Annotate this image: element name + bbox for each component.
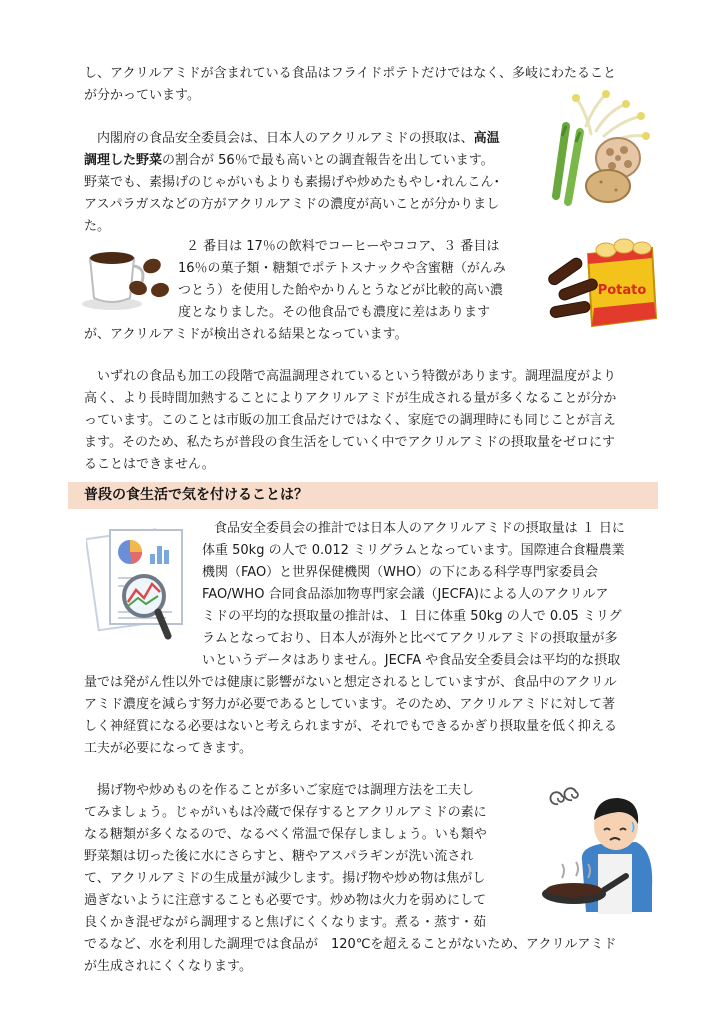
text-line: ２ 番目は 17％の飲料でコーヒーやココア、３ 番目は: [186, 239, 500, 254]
text-segment: 内閣府の食品安全委員会は、日本人のアクリルアミドの摂取は、: [97, 131, 474, 146]
text-line: なる糖類が多くなるので、なるべく常温で保存しましょう。いも類や: [84, 827, 487, 842]
text-line: [84, 366, 616, 388]
text-line: 食品安全委員会の推計では日本人のアクリルアミドの摂取量は １ 日に: [214, 521, 625, 536]
cooking-man-illustration: [540, 778, 658, 918]
text-line: ることはできません。: [84, 457, 215, 472]
worry-swirl-icon: [550, 788, 577, 804]
text-line: ます。そのため、私たちが普段の食生活をしていく中でアクリルアミドの摂取量をゼロにす: [84, 435, 616, 450]
coffee-cup-icon: [90, 252, 143, 302]
text-line: [84, 128, 500, 150]
paragraph-processing: [84, 366, 616, 476]
text-line: 過ぎないように注意することも必要です。炒め物は火力を弱めにして: [84, 893, 486, 908]
bold-text: 高温: [473, 131, 500, 146]
text-line: でるなど、水を利用した調理では食品が 120℃を超えることがないため、アクリルアミド: [84, 937, 617, 952]
text-line: 16％の菓子類・糖類でポテトスナックや含蜜糖（がんみ: [178, 261, 506, 276]
text-line: が、アクリルアミドが検出される結果となっています。: [84, 327, 408, 342]
paragraph-vegetables: [84, 128, 500, 238]
potato-bag-label: Potato: [597, 283, 647, 298]
text-line: ラムとなっており、日本人が海外と比べてアクリルアミドの摂取量が多: [202, 631, 618, 646]
text-line: っています。このことは市販の加工食品だけではなく、家庭での調理時にも同じことが言え: [84, 413, 616, 428]
text-line: [84, 780, 617, 802]
text-line: アスパラガスなどの方がアクリルアミドの濃度が高いことが分かりまし: [84, 197, 500, 212]
text-line: 体重 50kg の人で 0.012 ミリグラムとなっています。国際連合食糧農業: [202, 543, 625, 558]
text-line: [84, 150, 500, 172]
asparagus-icon: [556, 126, 580, 202]
text-line: 野菜類は切った後に水にさらすと、糖やアスパラギンが洗い流され: [84, 849, 474, 864]
magnifier-icon: [124, 576, 168, 636]
text-segment: いずれの食品も加工の段階で高温調理されているという特徴があります。調理温度がより: [97, 369, 616, 384]
text-line: が生成されにくくなります。: [84, 959, 252, 974]
potato-chips-bag-icon: [588, 239, 656, 326]
coffee-illustration: [80, 244, 176, 312]
text-line: つとう）を使用した飴やかりんとうなどが比較的高い濃: [178, 283, 504, 298]
text-line: て、アクリルアミドの生成量が減少します。揚げ物や炒め物は焦がし: [84, 871, 486, 886]
text-line: しく神経質になる必要はないと考えられますが、それでもできるかぎり摂取量を低く抑える: [84, 719, 618, 734]
text-line: し、アクリルアミドが含まれている食品はフライドポテトだけではなく、多岐にわたること: [84, 66, 616, 81]
section-heading: 普段の食生活で気を付けることは？: [68, 482, 658, 509]
paragraph-intro-continuation: [84, 63, 616, 107]
text-line: いというデータはありません。JECFA や食品安全委員会は平均的な摂取: [202, 653, 621, 668]
text-line: 機関（FAO）と世界保健機関（WHO）の下にある科学専門家委員会: [202, 565, 599, 580]
text-segment: の割合が 56％で最も高いとの調査報告を出しています。: [162, 153, 494, 168]
bold-text: 調理した野菜: [84, 153, 163, 168]
text-line: 高く、より長時間加熱することによりアクリルアミドが生成される量が多くなることが分か: [84, 391, 617, 406]
text-line: 野菜でも、素揚げのじゃがいもよりも素揚げや炒めたもやし･れんこん･: [84, 175, 501, 190]
vegetables-illustration: [546, 86, 658, 208]
text-line: 度となりました。その他食品でも濃度に差はあります: [178, 305, 491, 320]
text-line: 良くかき混ぜながら調理すると焦げにくくなります。煮る・蒸す・茹: [84, 915, 486, 930]
potato-icon: [586, 170, 630, 202]
text-line: ミドの平均的な摂取量の推計は、１ 日に体重 50kg の人で 0.05 ミリグ: [202, 609, 622, 624]
bean-sprouts-icon: [576, 94, 646, 142]
snacks-illustration: [544, 238, 660, 334]
text-line: 量では発がん性以外では健康に影響がないと想定されるとしていますが、食品中のアクリル: [84, 675, 617, 690]
text-line: FAO/WHO 合同食品添加物専門家会議（JECFA)による人のアクリルア: [202, 587, 609, 602]
data-report-illustration: [86, 528, 194, 648]
text-line: てみましょう。じゃがいもは冷蔵で保存するとアクリルアミドの素に: [84, 805, 487, 820]
text-segment: 揚げ物や炒めものを作ることが多いご家庭では調理方法を工夫し: [97, 783, 475, 798]
paragraph-cooking-tips: [84, 780, 617, 978]
text-line: た。: [84, 219, 111, 234]
text-line: が分かっています。: [84, 88, 200, 103]
text-line: 工夫が必要になってきます。: [84, 741, 252, 756]
text-line: アミド濃度を減らす努力が必要であるとしています。そのため、アクリルアミドに対して著: [84, 697, 616, 712]
